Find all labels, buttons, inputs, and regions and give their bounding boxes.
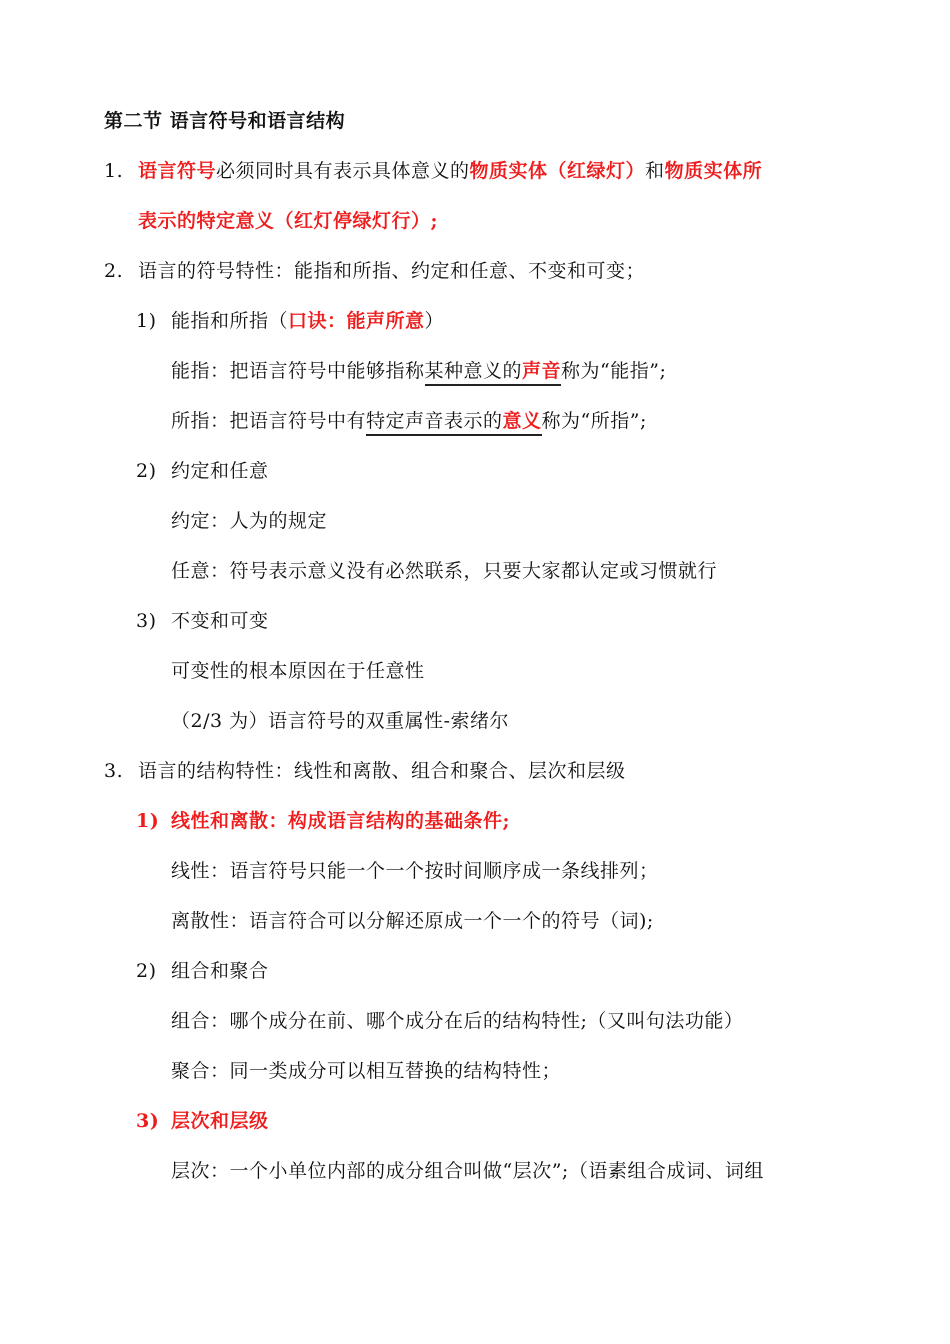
highlight-meaning: 意义	[503, 410, 542, 436]
convention-definition: 约定：人为的规定	[171, 510, 328, 532]
section-title: 第二节 语言符号和语言结构	[104, 110, 346, 132]
sub-number: 2)	[136, 460, 157, 482]
sub-number: 1)	[136, 310, 157, 332]
item-1-text-d: 和	[645, 160, 665, 182]
sub-heading-text: 层次和层级	[171, 1110, 269, 1132]
mnemonic: 口诀：能声所意	[288, 310, 425, 332]
item-3-number: 3.	[104, 760, 124, 782]
item-2-line	[104, 258, 645, 284]
signified-definition	[171, 408, 647, 434]
item-3-text: 语言的结构特性：线性和离散、组合和聚合、层次和层级	[138, 760, 626, 782]
term-material-entity-2: 物质实体所	[664, 160, 763, 182]
hierarchy-definition: 层次：一个小单位内部的成分组合叫做“层次”;（语素组合成词、词组	[171, 1160, 764, 1182]
sub-number: 3)	[136, 610, 157, 632]
combination-definition: 组合：哪个成分在前、哪个成分在后的结构特性;（又叫句法功能）	[171, 1010, 744, 1032]
discreteness-definition: 离散性：语言符合可以分解还原成一个一个的符号（词);	[171, 910, 654, 932]
definition-text: 能指：把语言符号中能够指称	[171, 360, 425, 382]
mutability-note: 可变性的根本原因在于任意性	[171, 660, 425, 682]
item-2-sub-3-heading	[136, 608, 269, 634]
item-3-line	[104, 758, 626, 784]
sub-number: 2)	[136, 960, 157, 982]
sub-number: 1)	[136, 810, 160, 832]
linearity-definition: 线性：语言符号只能一个一个按时间顺序成一条线排列；	[171, 860, 659, 882]
item-2-sub-1-heading	[136, 308, 444, 334]
sub-heading-text: 线性和离散：构成语言结构的基础条件;	[171, 810, 511, 832]
underlined-phrase: 某种意义的	[425, 360, 523, 386]
item-3-sub-1-heading	[136, 808, 510, 834]
sub-number: 3)	[136, 1110, 160, 1132]
definition-end: 称为“所指”;	[541, 410, 647, 432]
sub-heading-text: 组合和聚合	[171, 960, 269, 982]
signifier-definition	[171, 358, 666, 384]
term-language-sign: 语言符号	[138, 160, 217, 182]
item-1-line-2: 表示的特定意义（红灯停绿灯行）;	[138, 210, 439, 232]
sub-heading-text: 不变和可变	[171, 610, 269, 632]
definition-text: 所指：把语言符号中有	[171, 410, 367, 432]
item-2-number: 2.	[104, 260, 124, 282]
item-3-sub-3-heading	[136, 1108, 269, 1134]
item-1-line-1	[104, 158, 762, 184]
sub-heading-close: ）	[424, 310, 445, 332]
term-material-entity: 物质实体（红绿灯）	[469, 160, 646, 182]
item-3-sub-2-heading	[136, 958, 269, 984]
item-1-text-b: 必须同时具有表示具体意义的	[216, 160, 470, 182]
sub-heading-text: 约定和任意	[171, 460, 269, 482]
item-1-number: 1.	[104, 160, 124, 182]
definition-end: 称为“能指”;	[561, 360, 667, 382]
arbitrariness-definition: 任意：符号表示意义没有必然联系，只要大家都认定或习惯就行	[171, 560, 718, 582]
item-2-sub-2-heading	[136, 458, 269, 484]
item-2-text: 语言的符号特性：能指和所指、约定和任意、不变和可变；	[138, 260, 646, 282]
underlined-phrase: 特定声音表示的	[366, 410, 503, 436]
aggregation-definition: 聚合：同一类成分可以相互替换的结构特性；	[171, 1060, 562, 1082]
highlight-sound: 声音	[522, 360, 561, 386]
sub-heading-text: 能指和所指（	[171, 310, 289, 332]
saussure-note: （2/3 为）语言符号的双重属性-索绪尔	[171, 710, 510, 732]
